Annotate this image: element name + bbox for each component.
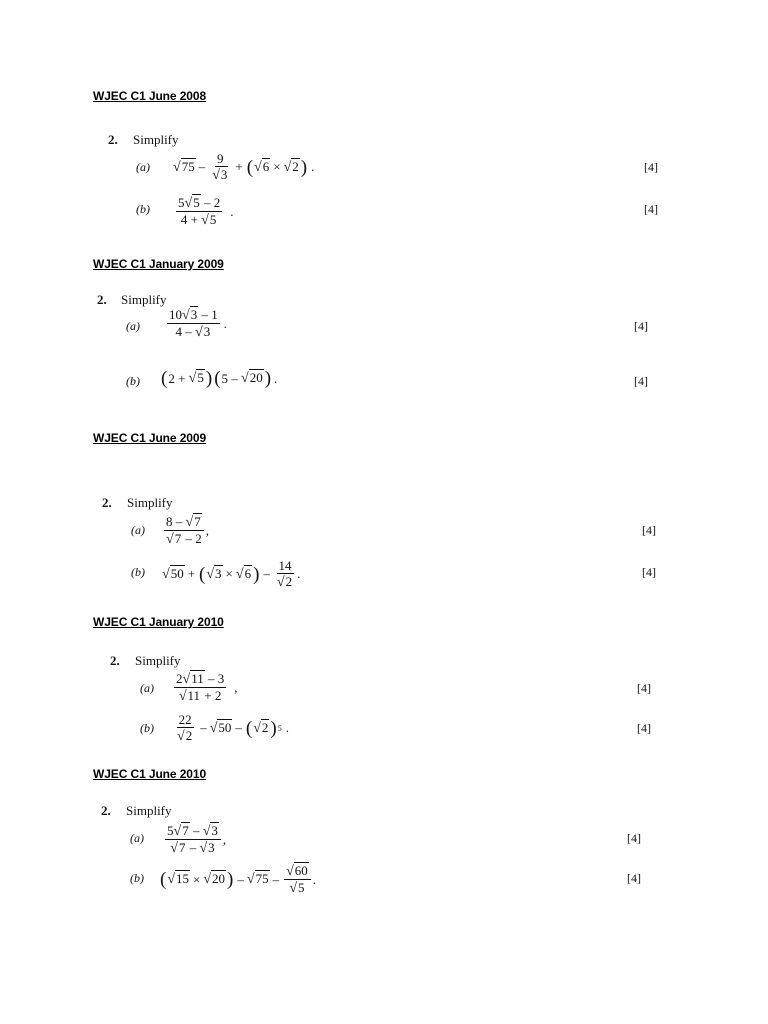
mark-allocation: [4] xyxy=(644,160,658,174)
expression-b: √50 + ( √3 × √6 ) – $\frac{14}{√2}$ . xyxy=(162,558,301,590)
part-label: (a) xyxy=(140,681,154,695)
expression-b: ( √15 × √20 ) – √75 – $\frac{√60}{√5}$ . xyxy=(160,863,316,896)
question-number: 2. xyxy=(102,495,112,510)
part-label: (a) xyxy=(126,319,140,333)
mark-allocation: [4] xyxy=(634,374,648,388)
part-label: (a) xyxy=(131,523,145,537)
question-instruction: Simplify xyxy=(135,653,181,668)
expression-b: $\frac{5√5 - 2}{4 + √5}$ . xyxy=(178,195,234,228)
question-instruction: Simplify xyxy=(127,495,173,510)
expression-a: √75 – $\frac{9}{√3}$ + ( √6 × √2 ) . xyxy=(173,151,315,183)
mark-allocation: [4] xyxy=(637,681,651,695)
expression-a: $\frac{2√11 - 3}{√11 + 2}$ , xyxy=(176,671,238,704)
mark-allocation: [4] xyxy=(627,871,641,885)
question-instruction: Simplify xyxy=(133,132,179,147)
mark-allocation: [4] xyxy=(634,319,648,333)
part-label: (b) xyxy=(140,721,154,735)
part-label: (a) xyxy=(136,160,150,174)
section-heading: WJEC C1 June 2008 xyxy=(93,89,207,103)
expression-b: $\frac{22}{√2}$ – √50 – ( √2 ) 5 . xyxy=(177,712,289,744)
expression-b: ( 2 + √5 ) ( 5 – √20 ) . xyxy=(161,368,278,389)
section-heading: WJEC C1 January 2010 xyxy=(93,615,224,629)
section-heading: WJEC C1 January 2009 xyxy=(93,257,224,271)
question-number: 2. xyxy=(101,803,111,818)
part-label: (b) xyxy=(136,202,150,216)
expression-a: $\frac{5√7 - √3}{√7 - √3}$ , xyxy=(167,823,227,856)
question-number: 2. xyxy=(108,132,118,147)
part-label: (a) xyxy=(130,831,144,845)
section-heading: WJEC C1 June 2009 xyxy=(93,431,207,445)
question-instruction: Simplify xyxy=(126,803,172,818)
question-number: 2. xyxy=(110,653,120,668)
expression-a: $\frac{10√3 - 1}{4 - √3}$ . xyxy=(169,307,227,340)
mark-allocation: [4] xyxy=(642,523,656,537)
mark-allocation: [4] xyxy=(642,565,656,579)
section-heading: WJEC C1 June 2010 xyxy=(93,767,207,781)
part-label: (b) xyxy=(131,565,145,579)
question-instruction: Simplify xyxy=(121,292,167,307)
expression-a: $\frac{8 - √7}{√7 - 2}$ , xyxy=(166,514,209,547)
part-label: (b) xyxy=(130,871,144,885)
mark-allocation: [4] xyxy=(644,202,658,216)
question-number: 2. xyxy=(97,292,107,307)
part-label: (b) xyxy=(126,374,140,388)
mark-allocation: [4] xyxy=(627,831,641,845)
mark-allocation: [4] xyxy=(637,721,651,735)
